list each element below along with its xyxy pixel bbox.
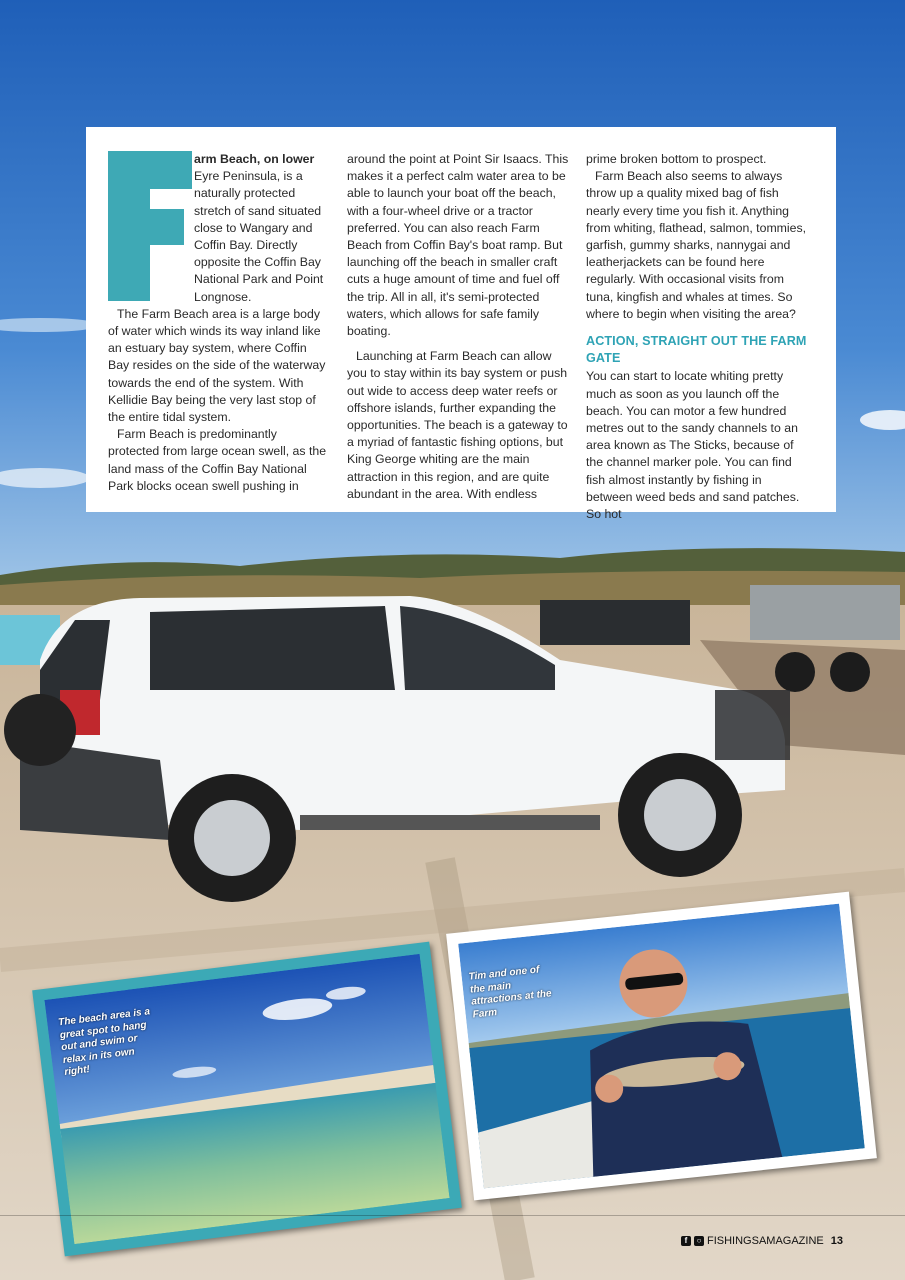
angler-photo-image xyxy=(458,904,865,1189)
section-subheading: ACTION, STRAIGHT OUT THE FARM GATE xyxy=(586,334,807,366)
article-paragraph: around the point at Point Sir Isaacs. This makes it a perfect calm water area to be able to launch your boat off the beach, with a four-wheel drive or a tractor preferred. You can also reach Farm Beach from Coffin Bay's boat ramp. But launching off the beach in smaller craft cuts a huge amount of time and fuel off the trip. All in all, it's semi-protected waters, which allows for safe family boating. xyxy=(347,152,569,339)
page-number: 13 xyxy=(830,1235,843,1247)
article-paragraph: Farm Beach also seems to always throw up a quality mixed bag of fish nearly every time you fish it. Anything from whiting, flathead, salmon, tommies, garfish, gummy sharks, nannygai and leatherjackets can be found here regularly. With occasional visits from tuna, kingfish and whales at times. So where to begin when visiting the area? xyxy=(586,169,807,321)
dropcap-letter xyxy=(108,151,192,301)
article-column-1 xyxy=(108,151,330,495)
footer-divider xyxy=(0,1215,905,1216)
beach-photo xyxy=(32,942,462,1257)
angler-photo-caption: Tim and one of the main attractions at the Farm xyxy=(468,964,553,1021)
article-text-panel xyxy=(86,127,836,522)
article-column-2 xyxy=(347,151,569,503)
lead-text: Eyre Peninsula, is a naturally protected stretch of sand situated close to Wangary and Coffin Bay. Directly opposite the Coffin Bay National Park and Point Longnose. xyxy=(194,169,324,304)
facebook-icon: f xyxy=(681,1236,691,1246)
article-paragraph: prime broken bottom to prospect. xyxy=(586,152,767,166)
footer-brand: FISHINGSAMAGAZINE xyxy=(707,1235,824,1247)
angler-photo xyxy=(446,892,877,1201)
article-paragraph: The Farm Beach area is a large body of water which winds its way inland like an estuary bay system, where Coffin Bay resides on the side of the waterway towards the end of the system. With Kellidie Bay being the very last stop of the entire tidal system. xyxy=(108,306,326,425)
instagram-icon: ○ xyxy=(694,1236,704,1246)
article-column-3 xyxy=(586,151,808,523)
article-paragraph: Farm Beach is predominantly protected from large ocean swell, as the land mass of the Coffin Bay National Park blocks ocean swell pushing in xyxy=(108,427,327,493)
article-paragraph: You can start to locate whiting pretty much as soon as you launch off the beach. You can motor a few hundred metres out to the sandy channels to an area known as The Sticks, because of the channel marker pole. You can find fish almost instantly by fishing in between weed beds and sand patches. So hot xyxy=(586,369,800,522)
lead-bold-text: arm Beach, on lower xyxy=(194,152,315,166)
page-footer xyxy=(681,1235,843,1247)
beach-photo-image xyxy=(44,954,449,1244)
beach-photo-caption: The beach area is a great spot to hang out and swim or relax in its own right! xyxy=(57,1006,151,1079)
article-paragraph: Launching at Farm Beach can allow you to stay within its bay system or push out wide to access deep water reefs or offshore islands, further expanding the opportunities. The beach is a gateway to a myriad of fantastic fishing options, but King George whiting are the main attraction in this region, and are quite abundant in the area. With endless xyxy=(347,349,568,501)
